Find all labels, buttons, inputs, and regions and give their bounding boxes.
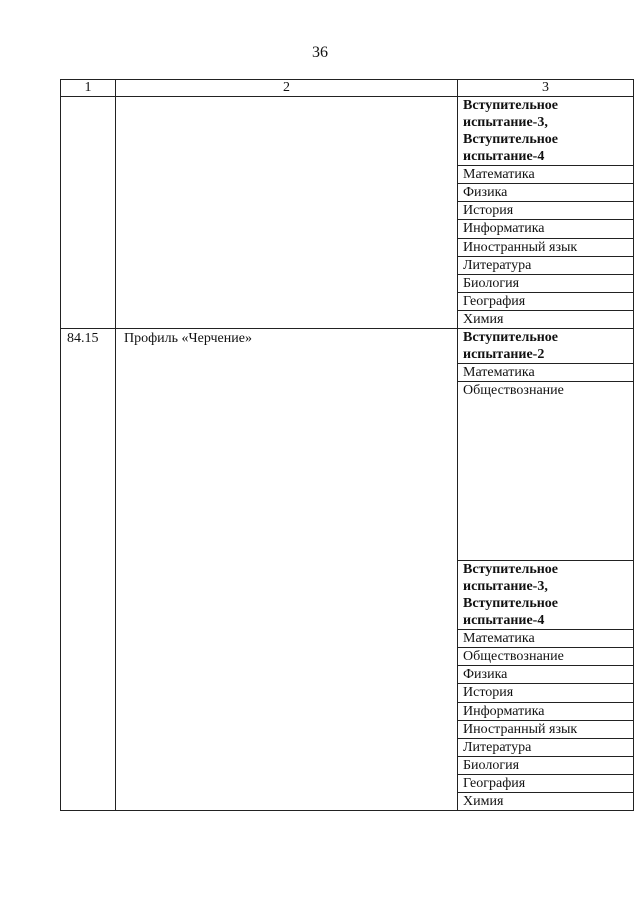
row-name-cell — [116, 97, 458, 329]
table-header-row — [61, 80, 634, 97]
subject-cell: Биология — [458, 274, 634, 292]
subject-cell: Обществознание — [458, 382, 634, 561]
admission-table — [60, 79, 634, 811]
subject-cell: Литература — [458, 738, 634, 756]
subject-cell: Иностранный язык — [458, 238, 634, 256]
column-header-3: 3 — [458, 80, 634, 97]
subject-cell: География — [458, 774, 634, 792]
subject-cell: Информатика — [458, 220, 634, 238]
subject-cell: Математика — [458, 630, 634, 648]
column-header-2: 2 — [116, 80, 458, 97]
subject-cell: Информатика — [458, 702, 634, 720]
column-header-1: 1 — [61, 80, 116, 97]
subject-cell: Математика — [458, 166, 634, 184]
subject-cell: Химия — [458, 310, 634, 328]
subject-cell: Иностранный язык — [458, 720, 634, 738]
exam-group-title: Вступительное испытание-3, Вступительное испытание-4 — [458, 97, 634, 166]
subject-cell: Математика — [458, 363, 634, 381]
exam-group-title: Вступительное испытание-3, Вступительное испытание-4 — [458, 561, 634, 630]
profile-code-cell: 84.15 — [61, 328, 116, 810]
subject-cell: Химия — [458, 792, 634, 810]
subject-cell: Литература — [458, 256, 634, 274]
subject-cell: История — [458, 684, 634, 702]
subject-cell: Физика — [458, 666, 634, 684]
table-row — [61, 97, 634, 166]
subject-cell: География — [458, 292, 634, 310]
row-code-cell — [61, 97, 116, 329]
subject-cell: Биология — [458, 756, 634, 774]
subject-cell: Физика — [458, 184, 634, 202]
table-row — [61, 328, 634, 363]
exam-group-title: Вступительное испытание-2 — [458, 328, 634, 363]
profile-name-cell: Профиль «Черчение» — [116, 328, 458, 810]
subject-cell: Обществознание — [458, 648, 634, 666]
page-number: 36 — [312, 44, 328, 61]
subject-cell: История — [458, 202, 634, 220]
